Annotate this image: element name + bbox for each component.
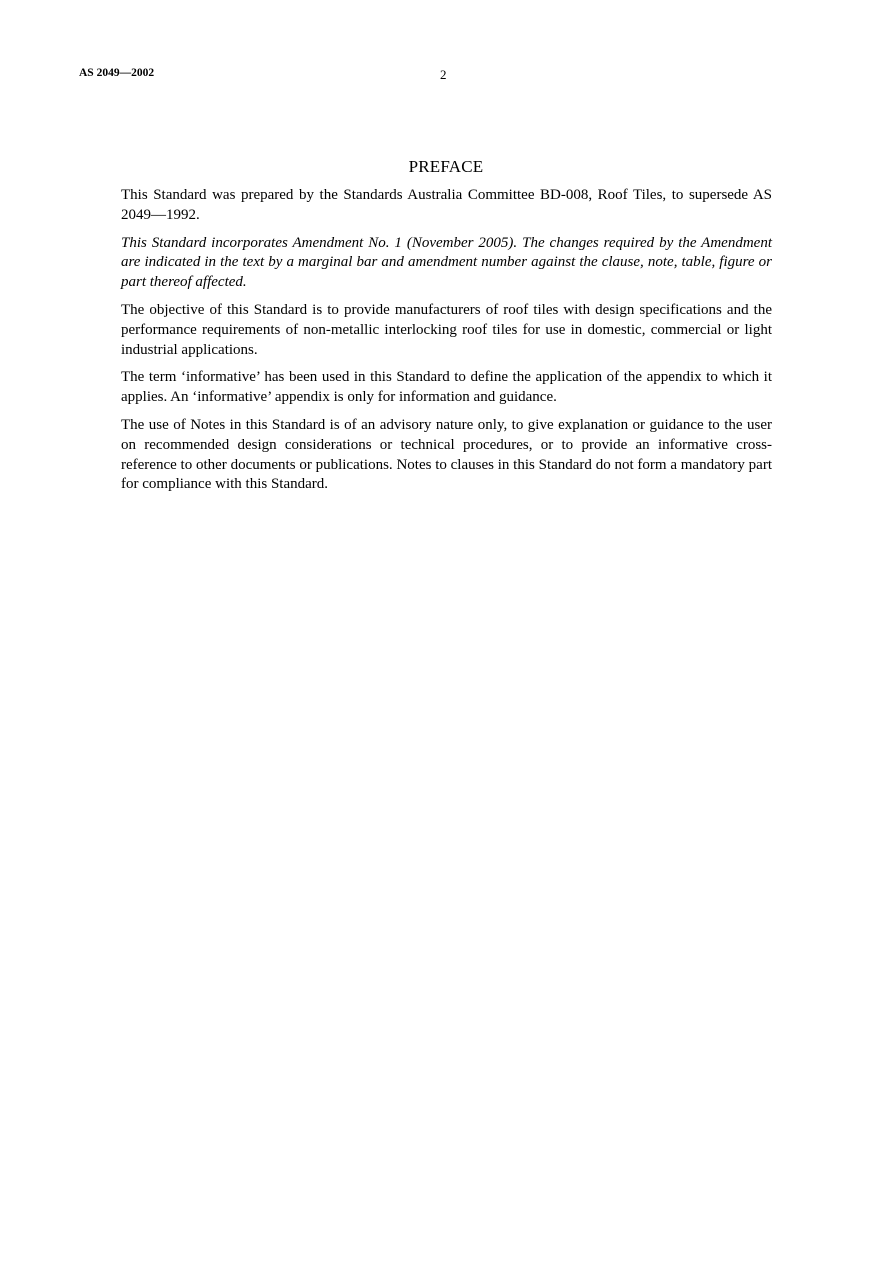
paragraph-informative: The term ‘informative’ has been used in this Standard to define the application of the appendix to which it applies. An ‘informative’ appendix is only for information and guidance. (121, 369, 772, 406)
document-id: AS 2049—2002 (79, 67, 155, 79)
page-number: 2 (440, 67, 447, 82)
paragraph-objective: The objective of this Standard is to provide manufacturers of roof tiles with design specifications and the performance requirements of non-metallic interlocking roof tiles for use in domestic, commercial or light industrial applications. (121, 301, 772, 358)
paragraph-notes: The use of Notes in this Standard is of an advisory nature only, to give explanation or guidance to the user on recommended design considerations or technical procedures, or to provide an informative cross-reference to other documents or publications. Notes to clauses in this Standard do not form a mandatory part for compliance with this Standard. (121, 416, 772, 493)
preface-body (121, 186, 772, 503)
paragraph-amendment: This Standard incorporates Amendment No. 1 (November 2005). The changes required by the Amendment are indicated in the text by a marginal bar and amendment number against the clause, note, table, figure or part thereof affected. (121, 234, 772, 291)
paragraph-committee: This Standard was prepared by the Standards Australia Committee BD-008, Roof Tiles, to supersede AS 2049—1992. (121, 187, 772, 223)
page-title: PREFACE (408, 157, 484, 176)
